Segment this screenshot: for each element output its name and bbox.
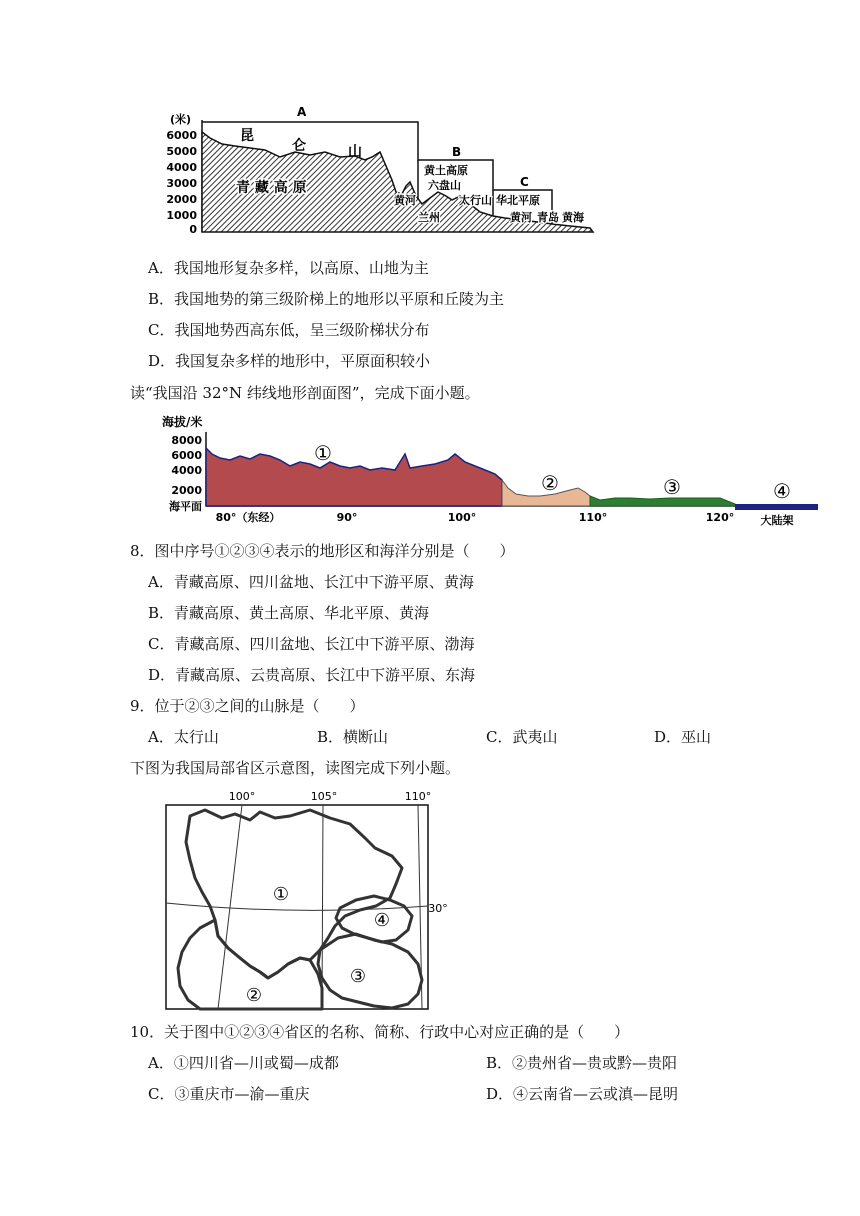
q7-option-a: A．我国地形复杂多样，以高原、山地为主 [148, 259, 429, 277]
y-tick: 5000 [166, 145, 197, 158]
y-tick: 4000 [171, 464, 202, 477]
q8-option-c: C．青藏高原、四川盆地、长江中下游平原、渤海 [148, 635, 475, 653]
q7-option-c: C．我国地势西高东低，呈三级阶梯状分布 [148, 321, 430, 339]
terrain-label: 黄河 [394, 194, 416, 207]
region-1-plateau [206, 448, 502, 506]
y-tick: 3000 [166, 177, 197, 190]
q9-stem: 9．位于②③之间的山脉是（ ） [130, 697, 365, 715]
terrain-label: 青岛 [537, 211, 559, 224]
y-axis-label: 海拔/米 [162, 415, 203, 429]
terrain-label: 黄海 [562, 211, 584, 224]
unit-label: (米) [170, 113, 192, 126]
x-tick: 110° [578, 511, 608, 524]
latitude-profile-figure [160, 412, 820, 532]
marker-4: ④ [773, 479, 791, 503]
marker-2: ② [541, 471, 559, 495]
terrain-label: 仑 [292, 138, 306, 154]
y-tick: 1000 [166, 209, 197, 222]
q10-stem: 10．关于图中①②③④省区的名称、简称、行政中心对应正确的是（ ） [130, 1023, 630, 1041]
x-tick: 80°（东经） [215, 511, 281, 524]
lon-label: 110° [404, 790, 432, 803]
y-tick: 2000 [171, 484, 202, 497]
map-marker-1: ① [272, 884, 290, 905]
terrain-label: 黄河 [510, 211, 532, 224]
terrain-label: 青 藏 高 原 [236, 180, 307, 196]
x-tick: 90° [336, 511, 358, 524]
shelf-label: 大陆架 [760, 514, 794, 527]
y-tick: 0 [189, 223, 197, 236]
q7-option-d: D．我国复杂多样的地形中，平原面积较小 [148, 352, 431, 370]
terrain-label: 华北平原 [496, 194, 540, 207]
step-label-b: B [452, 145, 462, 159]
y-tick: 6000 [166, 129, 197, 142]
terrain-label: 昆 [240, 128, 254, 144]
q8-option-a: A．青藏高原、四川盆地、长江中下游平原、黄海 [148, 573, 474, 591]
y-tick: 4000 [166, 161, 197, 174]
q9-option-c: C．武夷山 [486, 728, 558, 746]
q10-option-b: B．②贵州省—贵或黔—贵阳 [486, 1054, 678, 1072]
q8-stem: 8．图中序号①②③④表示的地形区和海洋分别是（ ） [130, 542, 515, 560]
q9-option-b: B．横断山 [317, 728, 389, 746]
y-tick: 海平面 [169, 500, 202, 513]
y-tick: 8000 [171, 434, 202, 447]
terrain-profile-figure [160, 100, 600, 242]
q7-option-b: B．我国地势的第三级阶梯上的地形以平原和丘陵为主 [148, 290, 505, 308]
marker-3: ③ [663, 475, 681, 499]
q10-option-d: D．④云南省—云或滇—昆明 [486, 1085, 679, 1103]
marker-1: ① [314, 441, 332, 465]
q10-option-a: A．①四川省—川或蜀—成都 [148, 1054, 339, 1072]
q9-option-d: D．巫山 [654, 728, 712, 746]
map-marker-2: ② [245, 985, 263, 1006]
step-label-c: C [520, 175, 529, 189]
lat-label: 30° [428, 902, 448, 915]
lon-label: 100° [228, 790, 256, 803]
step-label-a: A [297, 105, 307, 119]
terrain-label: 黄土高原 [424, 164, 468, 177]
y-tick: 6000 [171, 449, 202, 462]
province-map-figure [160, 788, 460, 1013]
map-marker-3: ③ [349, 966, 367, 987]
terrain-label: 兰州 [418, 211, 440, 224]
q8-option-b: B．青藏高原、黄土高原、华北平原、黄海 [148, 604, 430, 622]
terrain-label: 六盘山 [428, 179, 461, 192]
terrain-label: 太行山 [459, 194, 492, 207]
region-4-sea [735, 504, 818, 510]
y-tick: 2000 [166, 193, 197, 206]
map-marker-4: ④ [373, 910, 391, 931]
q8-option-d: D．青藏高原、云贵高原、长江中下游平原、东海 [148, 666, 476, 684]
x-tick: 100° [447, 511, 477, 524]
q9-option-a: A．太行山 [148, 728, 219, 746]
x-tick: 120° [705, 511, 735, 524]
intro-map: 下图为我国局部省区示意图，读图完成下列小题。 [130, 759, 461, 777]
q10-option-c: C．③重庆市—渝—重庆 [148, 1085, 310, 1103]
intro-profile: 读“我国沿 32°N 纬线地形剖面图”，完成下面小题。 [130, 384, 480, 402]
terrain-label: 山 [348, 144, 362, 160]
lon-label: 105° [310, 790, 338, 803]
